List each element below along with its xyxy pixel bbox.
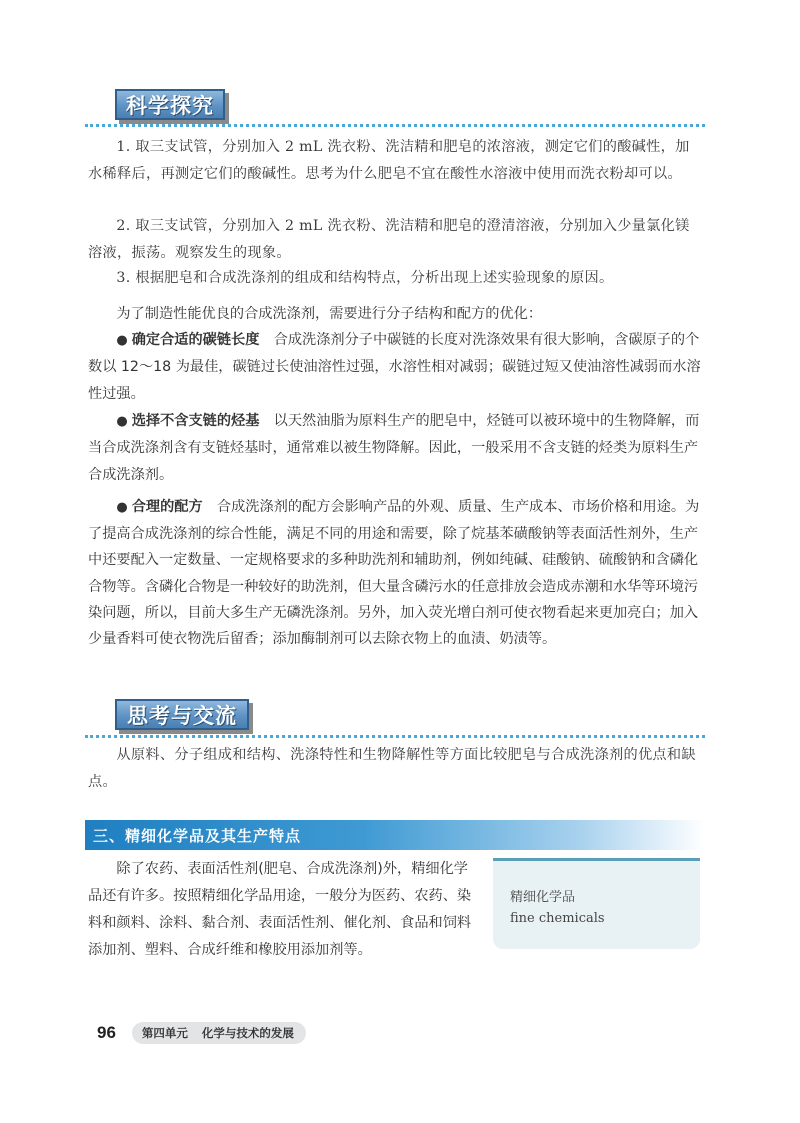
bullet-body: 以天然油脂为原料生产的肥皂中，烃链可以被环境中的生物降解，而当合成洗涤剂含有支链烃基时，通常难以被生物降解。因此，一般采用不含支链的烃类为原料生产合成洗涤剂。 (88, 413, 700, 483)
explore-item-2: 2. 取三支试管，分别加入 2 mL 洗衣粉、洗洁精和肥皂的澄清溶液，分别加入少量氯化镁溶液，振荡。观察发生的现象。 (88, 218, 690, 261)
bullet-icon: ● (116, 333, 128, 348)
unit-label (132, 1022, 306, 1044)
unit-title: 化学与技术的发展 (201, 1026, 294, 1040)
glossary-box (493, 858, 700, 949)
explore-dotted-rule (85, 124, 705, 127)
think-discuss-title: 思考与交流 (127, 703, 237, 728)
bullet-heading: 合理的配方 (131, 499, 203, 515)
science-explore-heading (115, 89, 225, 120)
bullet-branched-chain (88, 408, 703, 489)
bullet-body: 合成洗涤剂的配方会影响产品的外观、质量、生产成本、市场价格和用途。为了提高合成洗涤剂的综合性能，满足不同的用途和需要，除了烷基苯磺酸钠等表面活性剂外，生产中还要配入一定数量、一定规格要求的多种助洗剂和辅助剂，例如纯碱、硅酸钠、硫酸钠和含磷化合物等。含磷化合物是一种较好的助洗剂，但大量含磷污水的任意排放会造成赤潮和水华等环境污染问题，所以，目前大多生产无磷洗涤剂。另外，加入荧光增白剂可使衣物看起来更加亮白；加入少量香料可使衣物洗后留香；添加酶制剂可以去除衣物上的血渍、奶渍等。 (88, 499, 700, 648)
discuss-dotted-rule (85, 735, 705, 738)
glossary-term-cn: 精细化学品 (510, 890, 576, 905)
unit-number: 第四单元 (141, 1026, 188, 1040)
optimization-intro: 为了制造性能优良的合成洗涤剂，需要进行分子结构和配方的优化： (116, 306, 543, 322)
page-footer (97, 1022, 306, 1044)
section-heading-bar (85, 820, 705, 850)
page-number: 96 (97, 1023, 116, 1042)
explore-item-3: 3. 根据肥皂和合成洗涤剂的组成和结构特点，分析出现上述实验现象的原因。 (116, 270, 614, 286)
think-discuss-heading (115, 699, 249, 730)
explore-item-1: 1. 取三支试管，分别加入 2 mL 洗衣粉、洗洁精和肥皂的浓溶液，测定它们的酸碱性，加水稀释后，再测定它们的酸碱性。思考为什么肥皂不宜在酸性水溶液中使用而洗衣粉却可以。 (88, 139, 690, 182)
bullet-heading: 确定合适的碳链长度 (131, 332, 260, 348)
science-explore-title: 科学探究 (126, 93, 214, 118)
discuss-text: 从原料、分子组成和结构、洗涤特性和生物降解性等方面比较肥皂与合成洗涤剂的优点和缺点。 (88, 747, 696, 790)
bullet-icon: ● (116, 414, 128, 429)
section-title: 三、精细化学品及其生产特点 (93, 826, 302, 845)
glossary-term-en: fine chemicals (510, 911, 605, 926)
bullet-icon: ● (116, 500, 128, 515)
section-body: 除了农药、表面活性剂(肥皂、合成洗涤剂)外，精细化学品还有许多。按照精细化学品用途，一般分为医药、农药、染料和颜料、涂料、黏合剂、表面活性剂、催化剂、食品和饲料添加剂、塑料、合成纤维和橡胶用添加剂等。 (88, 861, 472, 958)
bullet-carbon-chain (88, 327, 703, 408)
bullet-heading: 选择不含支链的烃基 (131, 413, 260, 429)
bullet-body: 合成洗涤剂分子中碳链的长度对洗涤效果有很大影响，含碳原子的个数以 12～18 为最佳，碳链过长使油溶性过强，水溶性相对减弱；碳链过短又使油溶性减弱而水溶性过强。 (88, 332, 701, 402)
bullet-formula (88, 494, 703, 652)
